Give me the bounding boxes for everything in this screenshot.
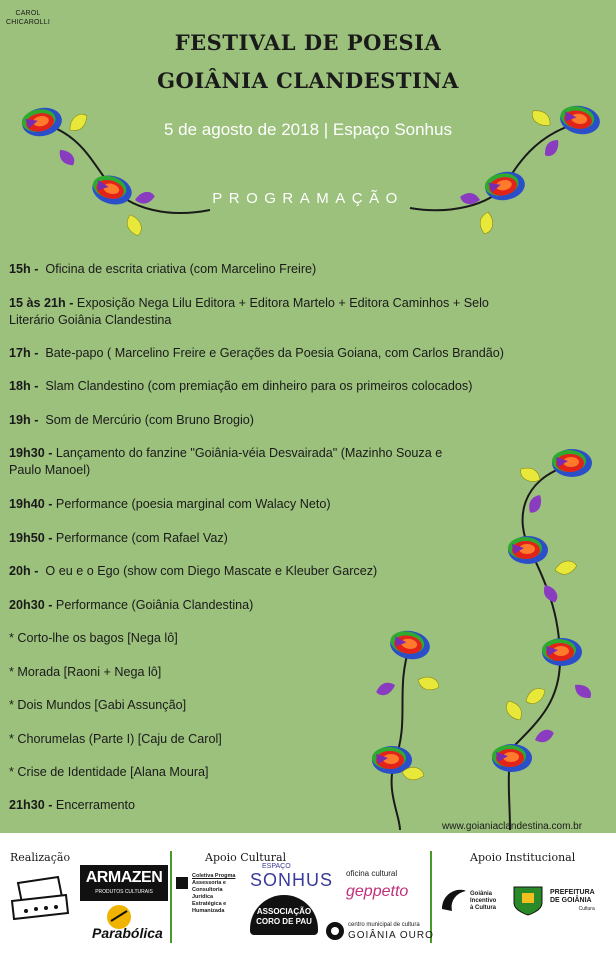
schedule-item: 19h30 - Lançamento do fanzine "Goiânia-véia Desvairada" (Mazinho Souza e Paulo Manoel) [9,446,443,477]
schedule-item: 17h - Bate-papo ( Marcelino Freire e Gerações da Poesia Goiana, com Carlos Brandão) [9,346,504,360]
armazen-logo [80,865,168,901]
schedule-item: 15h - Oficina de escrita criativa (com Marcelino Freire) [9,262,317,276]
sponsors-footer [0,833,616,960]
coro-de-pau-logo [250,895,318,935]
prefeitura-line: DE GOIÂNIA [550,897,592,904]
section-heading: PROGRAMAÇÃO [212,190,404,207]
performance-subitem: * Dois Mundos [Gabi Assunção] [9,698,187,712]
armazen-logo-text: ARMAZEN [85,869,163,886]
schedule-item: 20h30 - Performance (Goiânia Clandestina) [9,598,254,612]
apoio-cultural-label: Apoio Cultural [205,851,287,864]
incentivo-line: à Cultura [470,905,497,911]
festival-title-line-1: FESTIVAL DE POESIA [174,30,442,55]
schedule-item: 19h40 - Performance (poesia marginal com Walacy Neto) [9,497,331,511]
geppetto-line-1: oficina cultural [346,869,398,878]
coletiva-line: Consultoria [192,887,223,893]
schedule-item: 18h - Slam Clandestino (com premiação em dinheiro para os primeiros colocados) [9,379,473,393]
apoio-institucional-label: Apoio Institucional [470,851,576,864]
prefeitura-crest-icon [510,883,546,917]
schedule-item: 20h - O eu e o Ego (show com Diego Mascate e Kleuber Garcez) [9,564,378,578]
performance-subitem: * Crise de Identidade [Alana Moura] [9,765,209,779]
coro-line-1: ASSOCIAÇÃO [256,907,312,916]
coletiva-line: Humanizada [192,908,225,914]
typewriter-icon [8,873,70,923]
performance-subitem: * Chorumelas (Parte I) [Caju de Carol] [9,732,222,746]
event-date-venue: 5 de agosto de 2018 | Espaço Sonhus [164,120,452,139]
parabolica-logo-text: Parabólica [92,925,163,941]
credit-line-2: CHICAROLLI [6,19,51,26]
sonhus-small-text: ESPAÇO [262,863,291,870]
ouro-line-1: centro municipal de cultura [348,922,420,928]
prefeitura-logo [550,889,595,913]
coletiva-line: Jurídica [192,894,214,900]
ouro-line-2: GOIÂNIA OURO [348,930,434,941]
prefeitura-line: PREFEITURA [550,889,595,896]
realizacao-label: Realização [10,851,71,864]
geppetto-logo-text: geppetto [346,883,409,900]
coletiva-line: Assessoria e [192,880,226,886]
goiania-incentivo-icon [438,885,468,915]
festival-title-line-2: GOIÂNIA CLANDESTINA [157,68,459,93]
schedule-item: 19h50 - Performance (com Rafael Vaz) [9,531,228,545]
schedule-item: 19h - Som de Mercúrio (com Bruno Brogio) [9,413,254,427]
coletiva-logo [192,873,235,915]
sonhus-logo-text: SONHUS [250,870,334,890]
goiania-incentivo-logo [470,891,496,912]
divider [170,851,172,943]
credit-line-1: CAROL [15,10,41,17]
performance-subitem: * Morada [Raoni + Nega lô] [9,665,162,679]
coro-line-2: CORO DE PAU [256,917,312,926]
website-url[interactable]: www.goianiaclandestina.com.br [442,821,583,832]
closing-item: 21h30 - Encerramento [9,798,136,812]
schedule-item: 15 às 21h - Exposição Nega Lilu Editora + Editora Martelo + Editora Caminhos + Selo Literário Goiânia Clandestina [9,296,489,327]
coletiva-name: Coletiva Progma [192,873,236,879]
goiania-ouro-icon [325,921,345,941]
armazen-logo-subtext: PRODUTOS CULTURAIS [95,889,153,895]
performance-subitem: * Corto-lhe os bagos [Nega lô] [9,631,178,645]
prefeitura-line: Cultura [578,906,595,912]
incentivo-line: Incentivo [470,898,497,904]
coletiva-line: Estratégica e [192,901,227,907]
coletiva-icon [176,877,188,889]
incentivo-line: Goiânia [470,891,493,897]
